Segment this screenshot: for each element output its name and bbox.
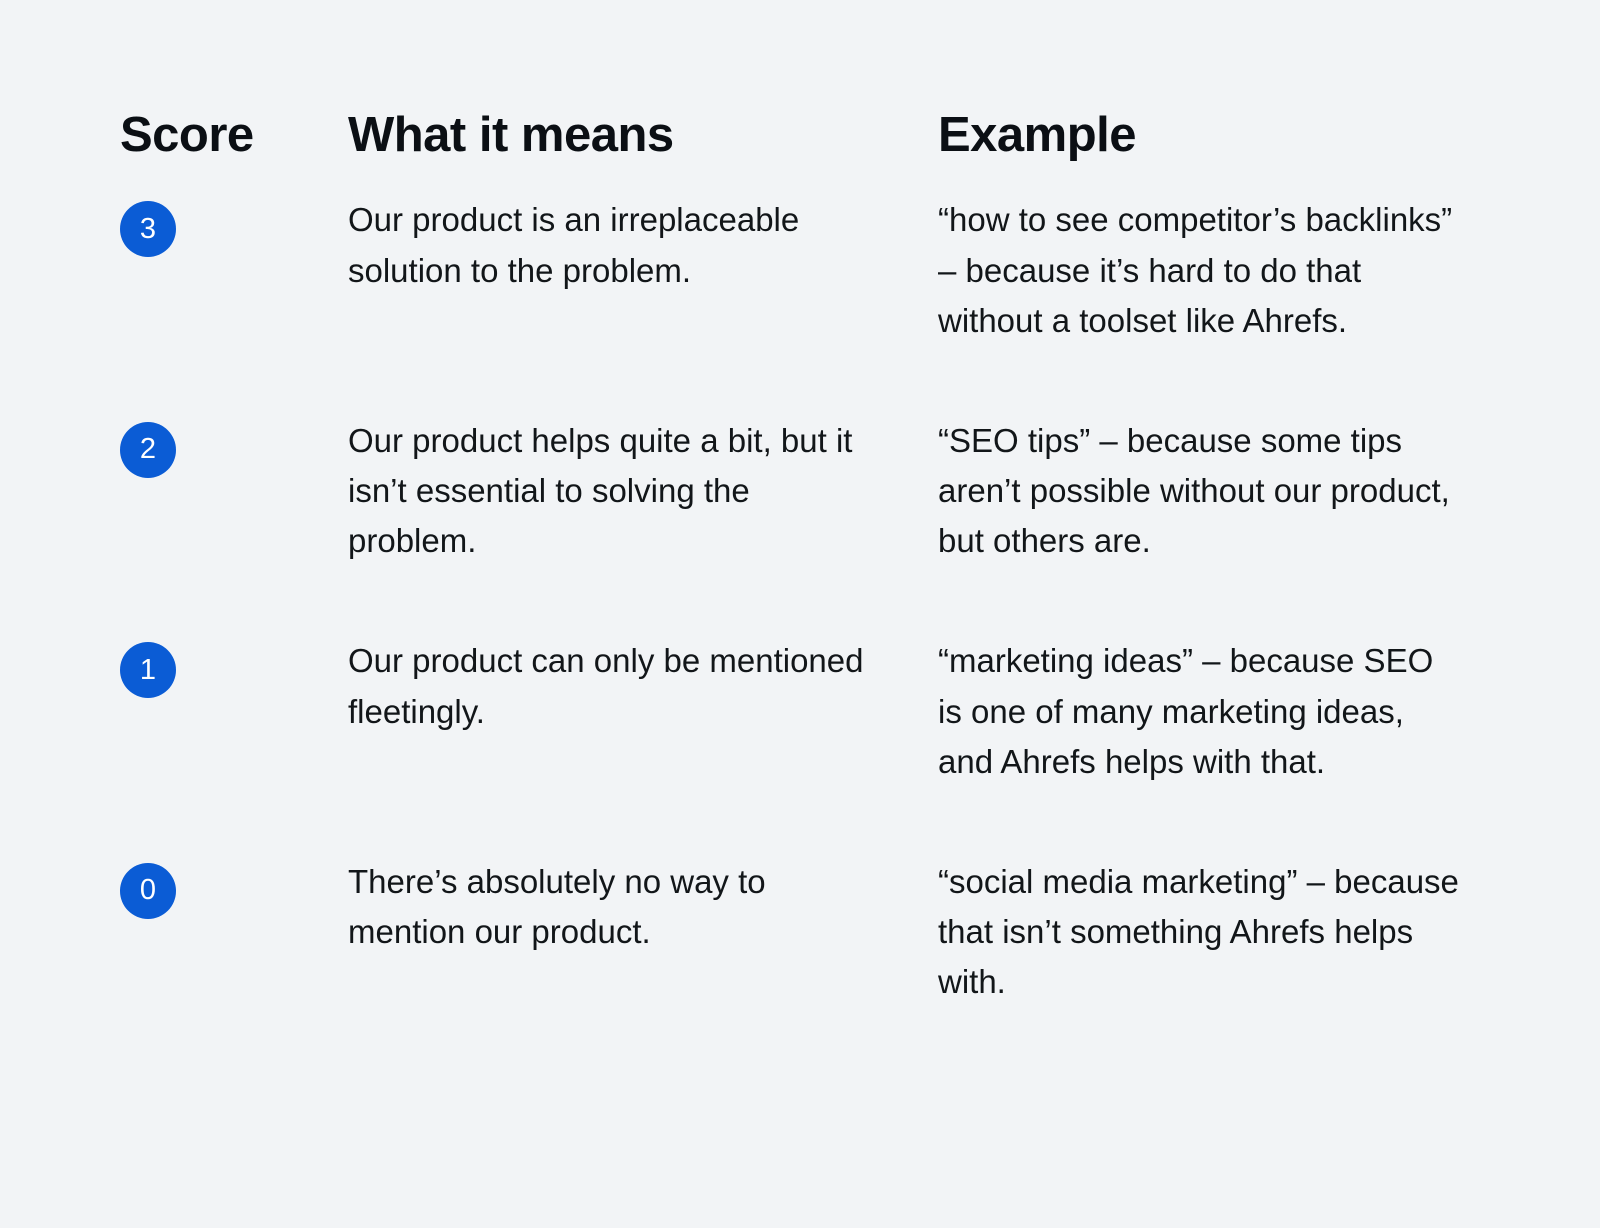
score-cell: [120, 195, 348, 415]
score-cell: [120, 416, 348, 636]
example-cell: “how to see competitor’s backlinks” – because it’s hard to do that without a toolset like Ahrefs.: [938, 201, 1453, 339]
column-header-meaning: What it means: [348, 108, 674, 162]
example-cell: “SEO tips” – because some tips aren’t possible without our product, but others are.: [938, 421, 1450, 560]
column-header-score: Score: [120, 108, 254, 162]
table-row: [120, 636, 1480, 856]
table-header: [120, 110, 1480, 195]
table-row: [120, 857, 1480, 1007]
column-header-example: Example: [938, 108, 1137, 162]
table-body: [120, 195, 1480, 1007]
example-cell: “social media marketing” – because that isn’t something Ahrefs helps with.: [938, 862, 1459, 1001]
example-cell: “marketing ideas” – because SEO is one of many marketing ideas, and Ahrefs helps with that.: [938, 642, 1434, 780]
table-row: [120, 416, 1480, 636]
meaning-cell: There’s absolutely no way to mention our product.: [348, 862, 766, 950]
score-cell: [120, 857, 348, 1007]
score-rubric-table: [120, 110, 1480, 1007]
score-badge: 3: [120, 201, 176, 257]
score-badge: 2: [120, 422, 176, 478]
table-row: [120, 195, 1480, 415]
score-cell: [120, 636, 348, 856]
meaning-cell: Our product can only be mentioned fleetingly.: [348, 642, 864, 730]
table-header-row: [120, 110, 1480, 195]
score-badge: 0: [120, 863, 176, 919]
score-badge: 1: [120, 642, 176, 698]
meaning-cell: Our product is an irreplaceable solution to the problem.: [348, 201, 800, 289]
meaning-cell: Our product helps quite a bit, but it isn’t essential to solving the problem.: [348, 421, 853, 560]
